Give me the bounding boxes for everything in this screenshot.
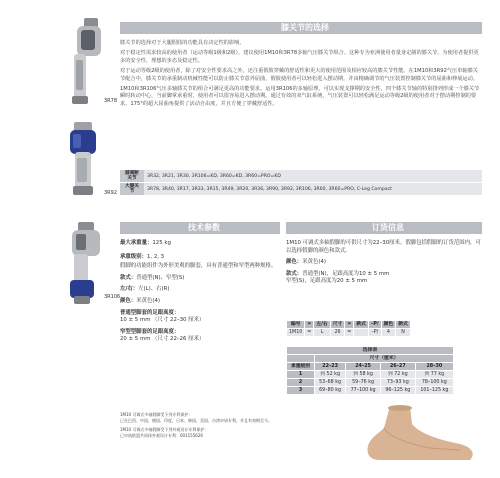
color-value: 米黄色(4) bbox=[136, 297, 160, 304]
style-label: 款式： bbox=[120, 274, 137, 281]
table-row bbox=[287, 321, 411, 329]
product-label-3r106: 3R106 bbox=[104, 294, 121, 300]
order-info-title: 订货信息 bbox=[372, 223, 404, 232]
product-label-3r92: 3R92 bbox=[104, 190, 118, 196]
order-color-line bbox=[286, 259, 482, 267]
knee-paragraph-4: 1M10和3R106气压多轴膝关节的组合可满足更高的功能要求。运用3R106的多轴原理，可以实现支撑期的安全性，四个膝关节轴的特别排列形成一个膝关节瞬时转动中心，当前脚掌承重时，使用者可以很容易进入摆动期。通过有效的双气缸系统，气压装置可以轻松满足运动等级2级的使用者对于摆动期控制的要求。175°的超大屈曲角提供了活动自由度，并且方便了穿戴舒适性。 bbox=[120, 86, 480, 107]
heel-height-label: 普通型脚套的足跟高度： bbox=[120, 309, 180, 316]
code-header: = bbox=[345, 321, 354, 329]
code-header: 编号 bbox=[287, 321, 305, 329]
size-cell: 到 52 kg bbox=[315, 371, 346, 379]
style-value: 普通型(N)、窄型(S) bbox=[136, 274, 185, 281]
narrow-heel-value: 20 ± 5 mm （尺寸 22–26 厘米） bbox=[120, 336, 205, 343]
size-col-header: 24–25 bbox=[346, 363, 381, 371]
code-header: 尺寸 bbox=[330, 321, 345, 329]
order-info-body bbox=[286, 240, 482, 288]
load-level-value: 1, 2, 3 bbox=[146, 253, 165, 260]
code-header: 款式 bbox=[354, 321, 369, 329]
load-level-label: 承重级别： bbox=[120, 253, 147, 260]
models-row-value: 3R32, 3R21, 3R30, 3R106=KD, 3R60=KD, 3R60=PRO=KD bbox=[144, 170, 482, 183]
load-level-line bbox=[120, 254, 282, 262]
max-load-value: 125 kg bbox=[152, 240, 171, 246]
size-cell: 到 77 kg bbox=[415, 371, 453, 379]
size-header-empty bbox=[287, 355, 315, 363]
tech-params-body bbox=[120, 240, 282, 346]
size-cell: 73–93 kg bbox=[380, 379, 415, 387]
order-code-table bbox=[286, 320, 411, 337]
code-cell: 26 bbox=[330, 329, 345, 337]
order-code-table-wrapper bbox=[286, 320, 411, 337]
code-cell: L bbox=[314, 329, 330, 337]
code-header: 款式 bbox=[396, 321, 411, 329]
color-line bbox=[120, 298, 282, 306]
size-cell: 77–100 kg bbox=[346, 387, 381, 395]
models-table bbox=[120, 170, 482, 196]
models-row-value: 3R78, 3R40, 3R17, 3R33, 3R15, 3R49, 3R20, 3R36, 3R90, 3R92, 3R106, 3R60, 3R60=PRO, C-Leg Compact bbox=[144, 183, 482, 196]
size-cell: 101–125 kg bbox=[415, 387, 453, 395]
footnote-line: 已申请欧盟共同体外观设计专利：001155626 bbox=[120, 433, 203, 438]
size-cell: 3 bbox=[287, 387, 315, 395]
models-row-key: 大腿关节 bbox=[120, 183, 144, 196]
max-load-label: 最大承重量： bbox=[120, 240, 153, 246]
table-row bbox=[120, 170, 482, 183]
order-style-value: 普通型(N)，足跟高度为10 ± 5 mm 窄型(S)，足跟高度为20 ± 5 mm bbox=[286, 270, 390, 285]
style-line bbox=[120, 275, 282, 283]
side-line bbox=[120, 286, 282, 294]
table-row bbox=[287, 363, 454, 371]
size-cell: 69–80 kg bbox=[315, 387, 346, 395]
code-cell: N bbox=[396, 329, 411, 337]
tech-params-header bbox=[120, 222, 280, 234]
patent-footnote bbox=[120, 412, 280, 439]
models-table-wrapper bbox=[120, 170, 482, 196]
knee-selection-text bbox=[120, 40, 482, 111]
order-color-value: 米黄色(4) bbox=[302, 259, 326, 266]
size-cell: 到 58 kg bbox=[346, 371, 381, 379]
size-cell: 2 bbox=[287, 379, 315, 387]
design-note: 假脚的功能组件为外形美观的脚套，具有普通型和窄型两种规格。 bbox=[120, 263, 277, 270]
knee-paragraph-2: 对于稳定性需求较高的使用者（运动等级1级和2级），建议使用1M10和3R78多轴气压膝关节组合。这种专为亚洲使用者量身定制的膝关节，为使用者提供更多的安全性，理想的步态及稳定性。 bbox=[120, 50, 479, 64]
size-table-wrapper bbox=[286, 346, 454, 395]
side-label: 左/右： bbox=[120, 286, 139, 293]
table-row bbox=[287, 347, 454, 355]
size-cell: 53–68 kg bbox=[315, 379, 346, 387]
size-col-header: 26–27 bbox=[380, 363, 415, 371]
knee-paragraph-1: 膝关节的选择对于大腿假肢的功能具有决定性的影响。 bbox=[120, 40, 245, 46]
knee-selection-header bbox=[120, 22, 482, 34]
size-table-subtitle: 尺寸（厘米） bbox=[315, 355, 454, 363]
code-cell: = bbox=[305, 329, 314, 337]
code-cell: 1M10 bbox=[287, 329, 305, 337]
size-cell: 78–100 kg bbox=[415, 379, 453, 387]
max-load-line bbox=[120, 240, 282, 248]
code-header: –P/ bbox=[368, 321, 381, 329]
side-value: 左(L)、右(R) bbox=[138, 286, 170, 293]
size-col-header: 28–30 bbox=[415, 363, 453, 371]
order-intro: 1M10 可调式多轴假脚的可供尺寸为22–30厘米。假脚包括假脚的订货范围内，可以选择假脚的颜色和款式。 bbox=[286, 240, 481, 254]
code-header: 左/右 bbox=[314, 321, 330, 329]
code-header: = bbox=[305, 321, 314, 329]
models-row-key: 膝离断关节 bbox=[120, 170, 144, 183]
order-style-line bbox=[286, 271, 482, 286]
prosthetic-foot-image bbox=[360, 404, 478, 466]
narrow-heel-label: 窄型型脚套的足跟高度： bbox=[120, 328, 180, 335]
size-col-header: 22–23 bbox=[315, 363, 346, 371]
footnote-line: 1M10 可调式多轴假脚受下列外观设计专利保护： bbox=[120, 427, 209, 432]
size-col-header: 承重级别 bbox=[287, 363, 315, 371]
product-3r92-image bbox=[62, 122, 104, 197]
size-cell: 1 bbox=[287, 371, 315, 379]
footnote-line: 1M10 可调式多轴假脚受下列专利保护： bbox=[120, 412, 193, 417]
tech-params-title: 技术参数 bbox=[188, 223, 220, 232]
size-cell: 96–125 kg bbox=[380, 387, 415, 395]
size-selection-table bbox=[286, 346, 454, 395]
code-cell: 4 bbox=[381, 329, 396, 337]
table-row bbox=[287, 379, 454, 387]
table-row bbox=[287, 371, 454, 379]
table-row bbox=[287, 387, 454, 395]
color-label: 颜色： bbox=[120, 297, 137, 304]
product-3r106-image bbox=[60, 222, 106, 306]
table-row bbox=[120, 183, 482, 196]
code-header: 颜色 bbox=[381, 321, 396, 329]
order-color-label: 颜色： bbox=[286, 259, 303, 266]
code-cell: –P/ bbox=[368, 329, 381, 337]
table-row bbox=[287, 329, 411, 337]
footnote-line: 已在巴西、中国、德国、印度、日本、韩国、美国、台湾申请专利，并且有效期至今。 bbox=[120, 418, 272, 423]
code-cell bbox=[354, 329, 369, 337]
size-cell: 59–76 kg bbox=[346, 379, 381, 387]
order-info-header bbox=[286, 222, 482, 234]
knee-selection-title: 膝关节的选择 bbox=[281, 23, 329, 32]
heel-height-value: 10 ± 5 mm （尺寸 22–30 厘米） bbox=[120, 317, 205, 324]
product-3r78-image bbox=[60, 18, 105, 106]
knee-paragraph-3: 对于运动等级2级的使用者，除了对安全性要求高之外，还注重假肢穿戴的舒适性和更大的使用范围及相应较高的膝关节性能。在1M10和3R92气压单轴膝关节配合中，膝关节的承重制动机械性能可以防止膝关节意外屈曲，假肢使用者可以轻松进入摆动期，并由精确调节的气压装置控制膝关节的屈曲和伸展运动。 bbox=[120, 68, 478, 82]
product-label-3r78: 3R78 bbox=[104, 98, 118, 104]
size-table-title: 选择表 bbox=[287, 347, 454, 355]
code-cell: = bbox=[345, 329, 354, 337]
table-row bbox=[287, 355, 454, 363]
size-cell: 到 72 kg bbox=[380, 371, 415, 379]
order-style-label: 款式： bbox=[286, 270, 303, 277]
